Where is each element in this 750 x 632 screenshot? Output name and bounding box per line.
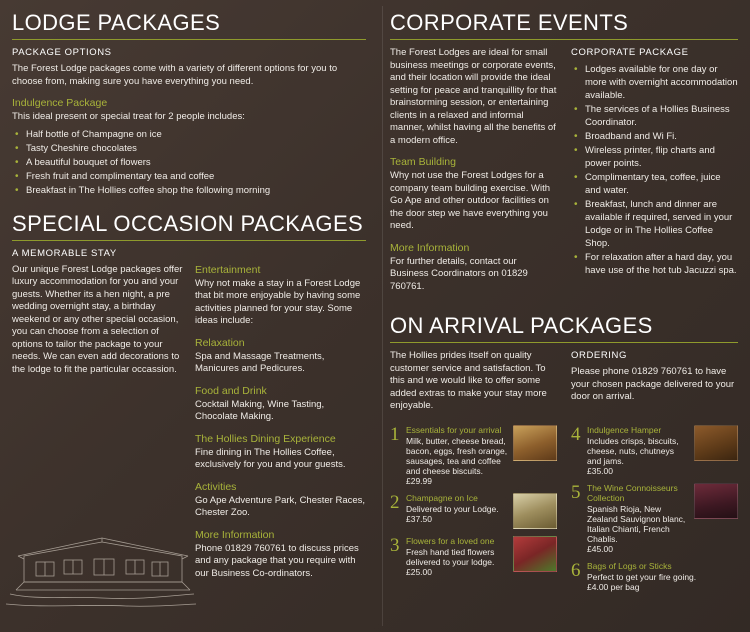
ordering-col	[571, 350, 738, 417]
package-number: 1	[390, 423, 400, 445]
list-item: • A beautiful bouquet of flowers	[12, 156, 366, 169]
memorable-stay-head: A MEMORABLE STAY	[12, 247, 117, 259]
package-price: £37.50	[406, 513, 432, 524]
page-title-corporate-events: CORPORATE EVENTS	[390, 10, 629, 35]
group-body: Phone 01829 760761 to discuss prices and any package that you require with our Business Co-ordinators.	[195, 542, 359, 579]
package-description: Milk, butter, cheese bread, bacon, eggs, fresh orange, sausages, tea and coffee and cheese biscuits.	[406, 435, 508, 476]
list-item: • Broadband and Wi Fi.	[571, 130, 738, 143]
package-description: Fresh hand tied flowers delivered to your lodge.	[406, 546, 495, 567]
page-title-lodge-packages: LODGE PACKAGES	[12, 10, 221, 35]
lodge-package-options-head: PACKAGE OPTIONS	[12, 47, 112, 58]
corporate-col-1	[390, 47, 557, 297]
group-body: Fine dining in The Hollies Coffee, exclusively for you and your guests.	[195, 446, 346, 470]
package-text	[587, 561, 738, 592]
list-item[interactable]	[571, 483, 738, 554]
package-title: Essentials for your arrival	[406, 424, 502, 435]
corporate-more-info-text: For further details, contact our Business Coordinators on 01829 760761.	[390, 255, 528, 292]
divider-rule	[390, 342, 738, 343]
corporate-package-bullets	[571, 63, 738, 277]
page-title-on-arrival-packages: ON ARRIVAL PACKAGES	[390, 313, 653, 338]
list-item[interactable]	[571, 425, 738, 476]
indulgence-package-bullets	[12, 128, 366, 197]
package-title: Flowers for a loved one	[406, 535, 495, 546]
special-group-relaxation	[195, 337, 366, 376]
special-group-activities	[195, 481, 366, 520]
lodge-illustration	[6, 504, 196, 624]
package-text	[406, 493, 513, 524]
champagne-photo	[513, 493, 557, 529]
food-hamper-photo	[513, 425, 557, 461]
team-building-text: Why not use the Forest Lodges for a company team building exercise. With Go Ape and other outdoor facilities on the door step we have everything you need.	[390, 170, 550, 231]
list-item: • Breakfast in The Hollies coffee shop the following morning	[12, 184, 366, 197]
divider-rule	[390, 39, 738, 40]
lodge-intro-text: The Forest Lodge packages come with a variety of different options for you to choose from, making sure you have everything you need.	[12, 63, 338, 87]
group-body: Go Ape Adventure Park, Chester Races, Chester Zoo.	[195, 494, 366, 518]
wine-photo	[694, 483, 738, 519]
arrival-packages-left	[390, 425, 557, 599]
list-item: • The services of a Hollies Business Coordinator.	[571, 103, 738, 129]
ordering-text: Please phone 01829 760761 to have your chosen package delivered to your door on arrival.	[571, 366, 735, 402]
package-price: £35.00	[587, 465, 613, 476]
list-item: • Fresh fruit and complimentary tea and coffee	[12, 170, 366, 183]
special-occasion-col-2	[195, 264, 366, 585]
arrival-packages-columns	[390, 425, 738, 599]
package-description: Spanish Rioja, New Zealand Sauvignon blanc, Italian Chianti, French Chablis.	[587, 503, 686, 544]
corporate-package-head: CORPORATE PACKAGE	[571, 47, 689, 58]
list-item: • For relaxation after a hard day, you have use of the hot tub Jacuzzi spa.	[571, 251, 738, 277]
package-title: The Wine Connoisseurs Collection	[587, 482, 678, 503]
memorable-stay-text: Our unique Forest Lodge packages offer luxury accommodation for you and your guests. Whether its a hen night, a pre wedding overnight stay, a birthday weekend or any other special occasion, you can choose from a selection of options to tailor the package to your needs. We can even add decorations to the lodge to fit the particular occassion.	[12, 263, 183, 375]
package-price: £25.00	[406, 566, 432, 577]
package-description: Includes crisps, biscuits, cheese, nuts, chutneys and jams.	[587, 435, 679, 466]
group-body: Cocktail Making, Wine Tasting, Chocolate Making.	[195, 398, 325, 422]
divider-rule	[12, 240, 366, 241]
list-item: • Complimentary tea, coffee, juice and water.	[571, 171, 738, 197]
special-group-more-information	[195, 529, 366, 581]
list-item: • Tasty Cheshire chocolates	[12, 142, 366, 155]
package-text	[587, 425, 694, 476]
special-group-dining-experience	[195, 433, 366, 472]
page-title-special-occasion: SPECIAL OCCASION PACKAGES	[12, 210, 364, 236]
package-title: Champagne on Ice	[406, 492, 478, 503]
group-body: Spa and Massage Treatments, Manicures and Pedicures.	[195, 350, 325, 374]
indulgence-package-heading: Indulgence Package	[12, 97, 108, 109]
package-price: £29.99	[406, 475, 432, 486]
hamper-photo	[694, 425, 738, 461]
corporate-columns	[390, 47, 738, 297]
group-heading: Relaxation	[195, 336, 245, 349]
group-heading: Food and Drink	[195, 384, 267, 397]
package-description: Delivered to your Lodge.	[406, 503, 499, 514]
package-price: £45.00	[587, 543, 613, 554]
group-heading: More Information	[195, 528, 275, 541]
package-title: Bags of Logs or Sticks	[587, 560, 672, 571]
arrival-intro-text: The Hollies prides itself on quality customer service and satisfaction. To this and we would like to offer some added extras to make your stay more enjoyable.	[390, 350, 547, 411]
package-title: Indulgence Hamper	[587, 424, 662, 435]
corporate-more-info-heading: More Information	[390, 241, 470, 254]
package-text	[406, 425, 513, 486]
arrival-intro-columns	[390, 350, 738, 417]
corporate-col-2	[571, 47, 738, 297]
list-item[interactable]	[571, 561, 738, 592]
list-item[interactable]	[390, 425, 557, 486]
group-heading: Activities	[195, 480, 237, 493]
list-item[interactable]	[390, 536, 557, 577]
ordering-head: ORDERING	[571, 350, 627, 361]
team-building-heading: Team Building	[390, 156, 456, 168]
list-item: • Half bottle of Champagne on ice	[12, 128, 366, 141]
special-group-entertainment	[195, 264, 366, 328]
package-number: 2	[390, 491, 400, 513]
group-heading: The Hollies Dining Experience	[195, 432, 336, 445]
flowers-photo	[513, 536, 557, 572]
group-body: Why not make a stay in a Forest Lodge that bit more enjoyable by having some activities planned for your stay. Some ideas include:	[195, 277, 361, 326]
package-number: 3	[390, 534, 400, 556]
package-price: £4.00 per bag	[587, 581, 640, 592]
package-text	[406, 536, 513, 577]
divider-rule	[12, 39, 366, 40]
right-column	[380, 0, 750, 632]
group-heading: Entertainment	[195, 263, 261, 276]
special-group-food-and-drink	[195, 385, 366, 424]
arrival-packages-right	[571, 425, 738, 599]
arrival-intro-col	[390, 350, 557, 417]
package-text	[587, 483, 694, 554]
package-description: Perfect to get your fire going.	[587, 571, 697, 582]
corporate-intro-text: The Forest Lodges are ideal for small business meetings or corporate events, and their location will provide the ideal setting for peace and tranquillity for that brainstorming session, or entertaining clients in a relaxed and informal manner, whilst having all the benefits of a modern office.	[390, 47, 557, 146]
list-item: • Wireless printer, flip charts and power points.	[571, 144, 738, 170]
package-number: 4	[571, 423, 581, 445]
list-item: • Breakfast, lunch and dinner are available if required, served in your Lodge or in The Hollies Coffee Shop.	[571, 198, 738, 250]
package-number: 6	[571, 559, 581, 581]
package-number: 5	[571, 481, 581, 503]
list-item: • Lodges available for one day or more with overnight accommodation available.	[571, 63, 738, 102]
list-item[interactable]	[390, 493, 557, 529]
indulgence-package-intro: This ideal present or special treat for 2 people includes:	[12, 111, 245, 122]
